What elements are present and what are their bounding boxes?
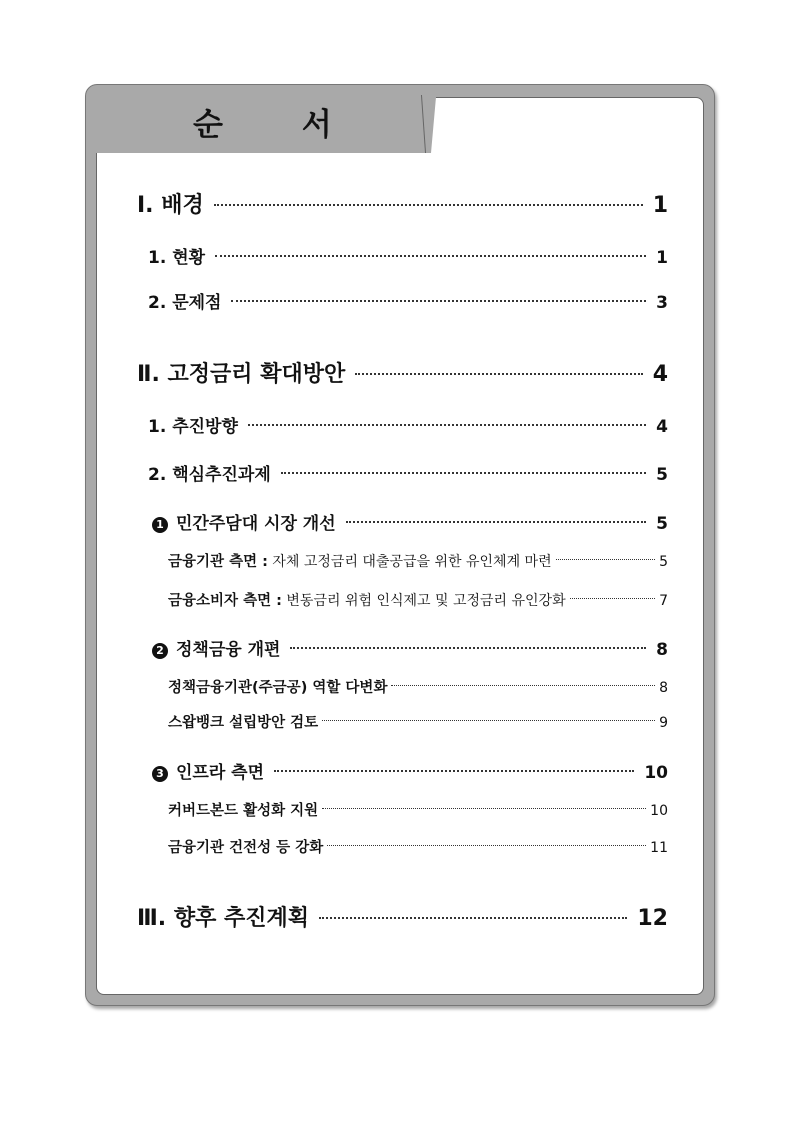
page-number: 10 bbox=[644, 763, 668, 783]
leader-dots bbox=[290, 647, 646, 649]
page-number: 8 bbox=[656, 640, 668, 660]
toc-frame bbox=[85, 84, 715, 1006]
page-number: 9 bbox=[659, 715, 668, 731]
section-label: 향후 추진계획 bbox=[173, 906, 309, 931]
leader-dots bbox=[322, 720, 655, 721]
numbered-bullet-icon: 3 bbox=[152, 766, 168, 782]
item-description: 자체 고정금리 대출공급을 위한 유인체계 마련 bbox=[267, 554, 552, 570]
task-label: 민간주담대 시장 개선 bbox=[176, 514, 336, 534]
toc-section-3[interactable] bbox=[137, 901, 668, 932]
toc-task-2[interactable] bbox=[152, 635, 668, 660]
toc-task-3[interactable] bbox=[152, 758, 668, 783]
page-number: 4 bbox=[652, 362, 668, 387]
title-tab bbox=[96, 93, 426, 149]
leader-dots bbox=[322, 808, 646, 809]
leader-dots bbox=[231, 300, 646, 302]
page-number: 12 bbox=[637, 906, 668, 931]
page-number: 10 bbox=[650, 803, 668, 819]
toc-task-1[interactable] bbox=[152, 509, 668, 534]
leader-dots bbox=[346, 521, 647, 523]
leader-dots bbox=[570, 598, 655, 599]
leader-dots bbox=[327, 845, 646, 846]
leader-dots bbox=[215, 255, 646, 257]
leader-dots bbox=[319, 917, 627, 919]
section-label: 고정금리 확대방안 bbox=[167, 362, 346, 387]
toc-item-3[interactable] bbox=[168, 676, 668, 697]
item-description: 변동금리 위험 인식제고 및 고정금리 유인강화 bbox=[281, 593, 566, 609]
numbered-bullet-icon: 1 bbox=[152, 517, 168, 533]
section-label: 배경 bbox=[161, 193, 204, 218]
toc-sub-2-1[interactable] bbox=[148, 412, 668, 437]
toc-sub-1-2[interactable] bbox=[148, 288, 668, 313]
item-heading: 정책금융기관(주금공) 역할 다변화 bbox=[168, 680, 388, 696]
toc-item-4[interactable] bbox=[168, 711, 668, 732]
section-number: Ⅱ. bbox=[137, 362, 160, 387]
toc-section-1[interactable] bbox=[137, 188, 668, 219]
toc-section-2[interactable] bbox=[137, 357, 668, 388]
toc-item-6[interactable] bbox=[168, 836, 668, 857]
leader-dots bbox=[556, 559, 655, 560]
leader-dots bbox=[281, 472, 646, 474]
section-number: Ⅰ. bbox=[137, 193, 154, 218]
item-heading: 커버드본드 활성화 지원 bbox=[168, 803, 319, 819]
page-number: 5 bbox=[659, 554, 668, 570]
item-heading: 금융소비자 측면 : bbox=[168, 593, 282, 609]
page-number: 8 bbox=[659, 680, 668, 696]
task-label: 정책금융 개편 bbox=[176, 640, 281, 660]
toc-item-5[interactable] bbox=[168, 799, 668, 820]
page-number: 1 bbox=[652, 193, 668, 218]
leader-dots bbox=[274, 770, 634, 772]
page-number: 3 bbox=[656, 293, 668, 313]
subsection-label: 1. 추진방향 bbox=[148, 417, 238, 437]
subsection-label: 2. 문제점 bbox=[148, 293, 222, 313]
numbered-bullet-icon: 2 bbox=[152, 643, 168, 659]
page-number: 7 bbox=[659, 593, 668, 609]
leader-dots bbox=[214, 204, 643, 206]
item-heading: 금융기관 건전성 등 강화 bbox=[168, 840, 324, 856]
toc-sub-2-2[interactable] bbox=[148, 460, 668, 485]
page-number: 11 bbox=[650, 840, 668, 856]
toc-sub-1-1[interactable] bbox=[148, 243, 668, 268]
subsection-label: 1. 현황 bbox=[148, 248, 206, 268]
page-number: 4 bbox=[656, 417, 668, 437]
item-heading: 스왑뱅크 설립방안 검토 bbox=[168, 715, 319, 731]
page-title: 순 서 bbox=[193, 106, 366, 143]
page-number: 5 bbox=[656, 465, 668, 485]
toc-item-1[interactable] bbox=[168, 550, 668, 571]
leader-dots bbox=[355, 373, 642, 375]
leader-dots bbox=[391, 685, 655, 686]
toc-item-2[interactable] bbox=[168, 589, 668, 610]
section-number: Ⅲ. bbox=[137, 906, 167, 931]
subsection-label: 2. 핵심추진과제 bbox=[148, 465, 271, 485]
leader-dots bbox=[248, 424, 646, 426]
toc-card bbox=[96, 97, 704, 995]
task-label: 인프라 측면 bbox=[176, 763, 265, 783]
item-heading: 금융기관 측면 : bbox=[168, 554, 268, 570]
page-number: 5 bbox=[656, 514, 668, 534]
page-number: 1 bbox=[656, 248, 668, 268]
